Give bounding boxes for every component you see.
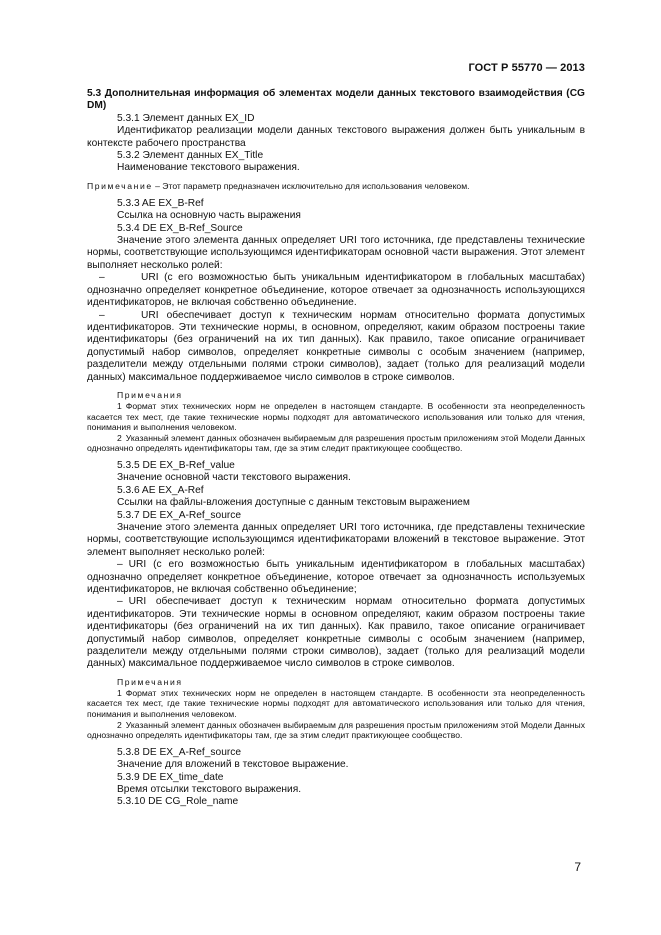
s531-heading: 5.3.1 Элемент данных EX_ID bbox=[117, 112, 255, 124]
s537-notes-title: Примечания bbox=[117, 676, 183, 687]
s534-heading: 5.3.4 DE EX_B-Ref_Source bbox=[117, 222, 243, 234]
s532-heading: 5.3.2 Элемент данных EX_Title bbox=[117, 150, 264, 162]
s534-note-1-text: Формат этих технических норм не определен в настоящем стандарте. В особенности эта неопределенность касается тех мест, где такие технические нормы подходят для автоматического использования или только для чтения, понимания и выполнения человеком. bbox=[87, 400, 585, 433]
s531-text: Идентификатор реализации модели данных текстового выражения должен быть уникальным в контексте рабочего пространства bbox=[87, 125, 585, 149]
standard-header: ГОСТ Р 55770 — 2013 bbox=[468, 62, 585, 74]
s532-text: Наименование текстового выражения. bbox=[117, 162, 300, 174]
s538-text: Значение для вложений в текстовое выражение. bbox=[117, 759, 349, 771]
s538-heading: 5.3.8 DE EX_A-Ref_source bbox=[117, 746, 242, 758]
s534-bullet-2 bbox=[87, 310, 585, 384]
note-number: 1 bbox=[117, 400, 122, 411]
note-number: 2 bbox=[117, 432, 122, 443]
s533-text: Ссылка на основную часть выражения bbox=[117, 210, 301, 222]
s537-note-1-text: Формат этих технических норм не определен в настоящем стандарте. В особенности эта неопределенность касается тех мест, где такие технические нормы подходят для автоматического использования или только для чтения, понимания и выполнения человеком. bbox=[87, 687, 585, 719]
s532-note-text: – Этот параметр предназначен исключительно для использования человеком. bbox=[152, 180, 470, 191]
note-number: 1 bbox=[117, 687, 122, 698]
s537-heading: 5.3.7 DE EX_A-Ref_source bbox=[117, 509, 242, 521]
s537-note-2 bbox=[87, 720, 585, 741]
s534-bullet-1-text: URI (с его возможностью быть уникальным идентификатором в глобальных масштабах) однозначно определяет конкретное объединение, которое отвечает за однозначность использующихся идентификаторов, не включая собственно объединение. bbox=[87, 272, 585, 309]
s534-bullet-2-text: URI обеспечивает доступ к техническим нормам относительно формата допустимых идентификаторов. Эти технические нормы, в основном, определяют, каким образом построены такие идентификаторы (без ограничений на их тип данных). Как правило, такое описание ограничивает допустимый набор символов, определяет конкретные символы с особым значением (например, разделители между отдельными полями строки символов), задает (только для реализаций модели данных) максимальное поддерживаемое число символов в строке символов. bbox=[87, 309, 585, 383]
s536-heading: 5.3.6 AE EX_A-Ref bbox=[117, 484, 204, 496]
s537-bullet-2-text: URI обеспечивает доступ к техническим нормам относительно формата допустимых идентификаторов. Эти технические нормы в основном определяют, каким образом построены такие идентификаторы (без ограничений на их тип данных). Как правило, такое описание ограничивает допустимый набор символов, определяет конкретные символы с особым значением (например, разделители между отдельными полями строки символов), задает (только для реализаций модели данных) максимальное поддерживаемое число символов в строке символов. bbox=[87, 596, 585, 670]
s5310-heading: 5.3.10 DE CG_Role_name bbox=[117, 796, 239, 808]
s532-note bbox=[87, 181, 585, 192]
s539-text: Время отсылки текстового выражения. bbox=[117, 784, 302, 795]
note-number: 2 bbox=[117, 719, 122, 730]
s534-note-1 bbox=[87, 401, 585, 433]
page-content bbox=[87, 88, 585, 809]
dash-marker: – bbox=[99, 309, 105, 321]
section-title: 5.3 Дополнительная информация об элементах модели данных текстового взаимодействия (CG DM) bbox=[87, 88, 585, 112]
s534-bullet-1 bbox=[87, 272, 585, 309]
s534-intro: Значение этого элемента данных определяет URI того источника, где представлены технические нормы, соответствующие использующимся идентификаторам основной части выражения. Этот элемент выполняет несколько ролей: bbox=[87, 235, 585, 271]
s537-bullet-1 bbox=[87, 559, 585, 596]
dash-marker: – bbox=[117, 596, 123, 608]
page-number: 7 bbox=[574, 860, 581, 874]
s537-bullet-1-text: URI (с его возможностью быть уникальным идентификатором в глобальных масштабах) однозначно определяет конкретное объединение, которое отвечает за однозначность используемых идентификаторов, не включая собственно объединение; bbox=[87, 559, 585, 595]
s537-intro: Значение этого элемента данных определяет URI того источника, где представлены технические нормы, соответствующие использующимся идентификаторами вложений в текстовое выражение. Этот элемент выполняет несколько ролей: bbox=[87, 521, 585, 558]
s539-heading: 5.3.9 DE EX_time_date bbox=[117, 771, 224, 783]
dash-marker: – bbox=[117, 559, 123, 571]
s534-notes-title: Примечания bbox=[117, 389, 183, 400]
s536-text: Ссылки на файлы-вложения доступные с данным текстовым выражением bbox=[117, 497, 470, 509]
s537-bullet-2 bbox=[87, 596, 585, 670]
s533-heading: 5.3.3 AE EX_B-Ref bbox=[117, 197, 204, 209]
s535-text: Значение основной части текстового выражения. bbox=[117, 472, 351, 484]
s537-note-2-text: Указанный элемент данных обозначен выбираемым для разрешения простым приложениям этой Модели Данных однозначно определять идентификаторы там, где за этим следит практикующее сообщество. bbox=[87, 719, 585, 741]
s535-heading: 5.3.5 DE EX_B-Ref_value bbox=[117, 459, 235, 471]
s534-note-2 bbox=[87, 433, 585, 454]
s532-note-label: Примечание bbox=[87, 180, 153, 191]
s534-note-2-text: Указанный элемент данных обозначен выбираемым для разрешения простым приложениям этой Модели Данных однозначно определять идентификаторы там, где за этим следит практикующее сообщество. bbox=[87, 432, 585, 454]
dash-marker: – bbox=[99, 272, 105, 284]
s537-note-1 bbox=[87, 688, 585, 720]
